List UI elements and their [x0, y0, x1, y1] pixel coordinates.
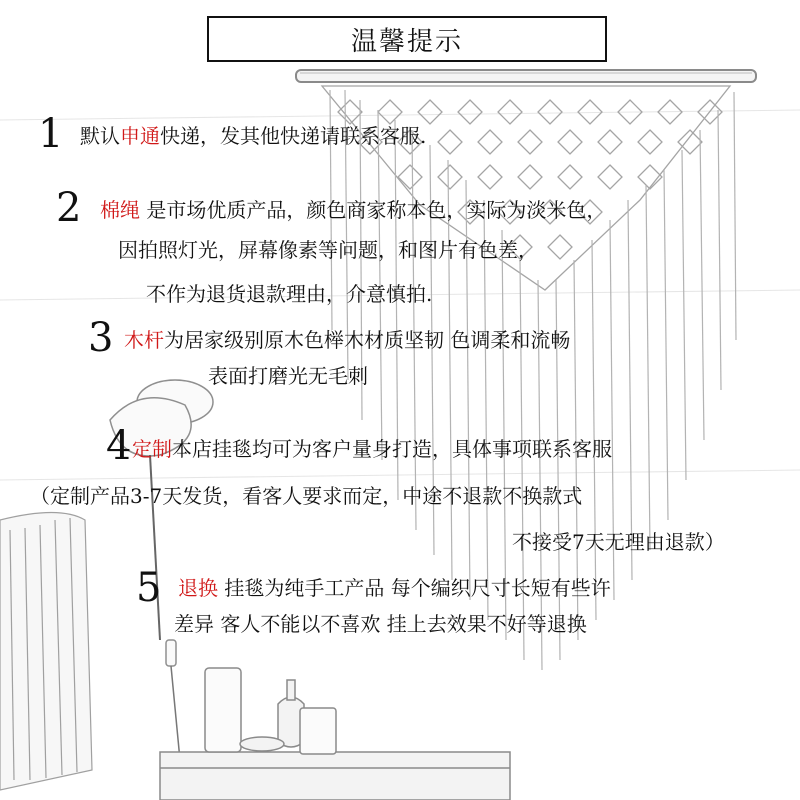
notice-title: 温馨提示 — [207, 16, 607, 62]
note-1-line-1: 默认申通快递，发其他快递请联系客服. — [80, 124, 427, 148]
note-2-line-3: 不作为退货退款理由，介意慎拍. — [146, 282, 433, 306]
note-2-keyword: 棉绳 — [100, 198, 140, 222]
pillow-sketch — [0, 513, 92, 791]
note-2-line-1: 棉绳 是市场优质产品，颜色商家称本色，实际为淡米色， — [100, 198, 607, 222]
note-1-number: 1 — [38, 111, 64, 157]
note-4-keyword: 定制 — [132, 437, 172, 461]
note-5-line-2: 差异 客人不能以不喜欢 挂上去效果不好等退换 — [174, 612, 587, 636]
note-1-keyword: 申通 — [120, 124, 160, 148]
note-4-line-1: 定制本店挂毯均可为客户量身打造，具体事项联系客服 — [132, 437, 612, 461]
note-3-line-2: 表面打磨光无毛刺 — [208, 364, 368, 388]
note-3-keyword: 木杆 — [124, 328, 164, 352]
note-3-number: 3 — [88, 315, 114, 361]
note-5-line-1: 退换 挂毯为纯手工产品 每个编织尺寸长短有些许 — [178, 576, 611, 600]
nightstand-sketch — [160, 668, 510, 800]
note-5-keyword: 退换 — [178, 576, 218, 600]
note-3-line-1: 木杆为居家级别原木色榉木材质坚韧 色调柔和流畅 — [124, 328, 571, 352]
wooden-rod-sketch — [296, 70, 756, 82]
note-4-line-2: （定制产品3-7天发货，看客人要求而定，中途不退款不换款式 — [30, 484, 583, 508]
note-4-line-3: 不接受7天无理由退款） — [512, 530, 725, 554]
note-5-number: 5 — [136, 565, 162, 611]
note-2-number: 2 — [56, 185, 82, 231]
note-4-number: 4 — [106, 423, 132, 469]
note-2-line-2: 因拍照灯光，屏幕像素等问题，和图片有色差， — [118, 238, 538, 262]
